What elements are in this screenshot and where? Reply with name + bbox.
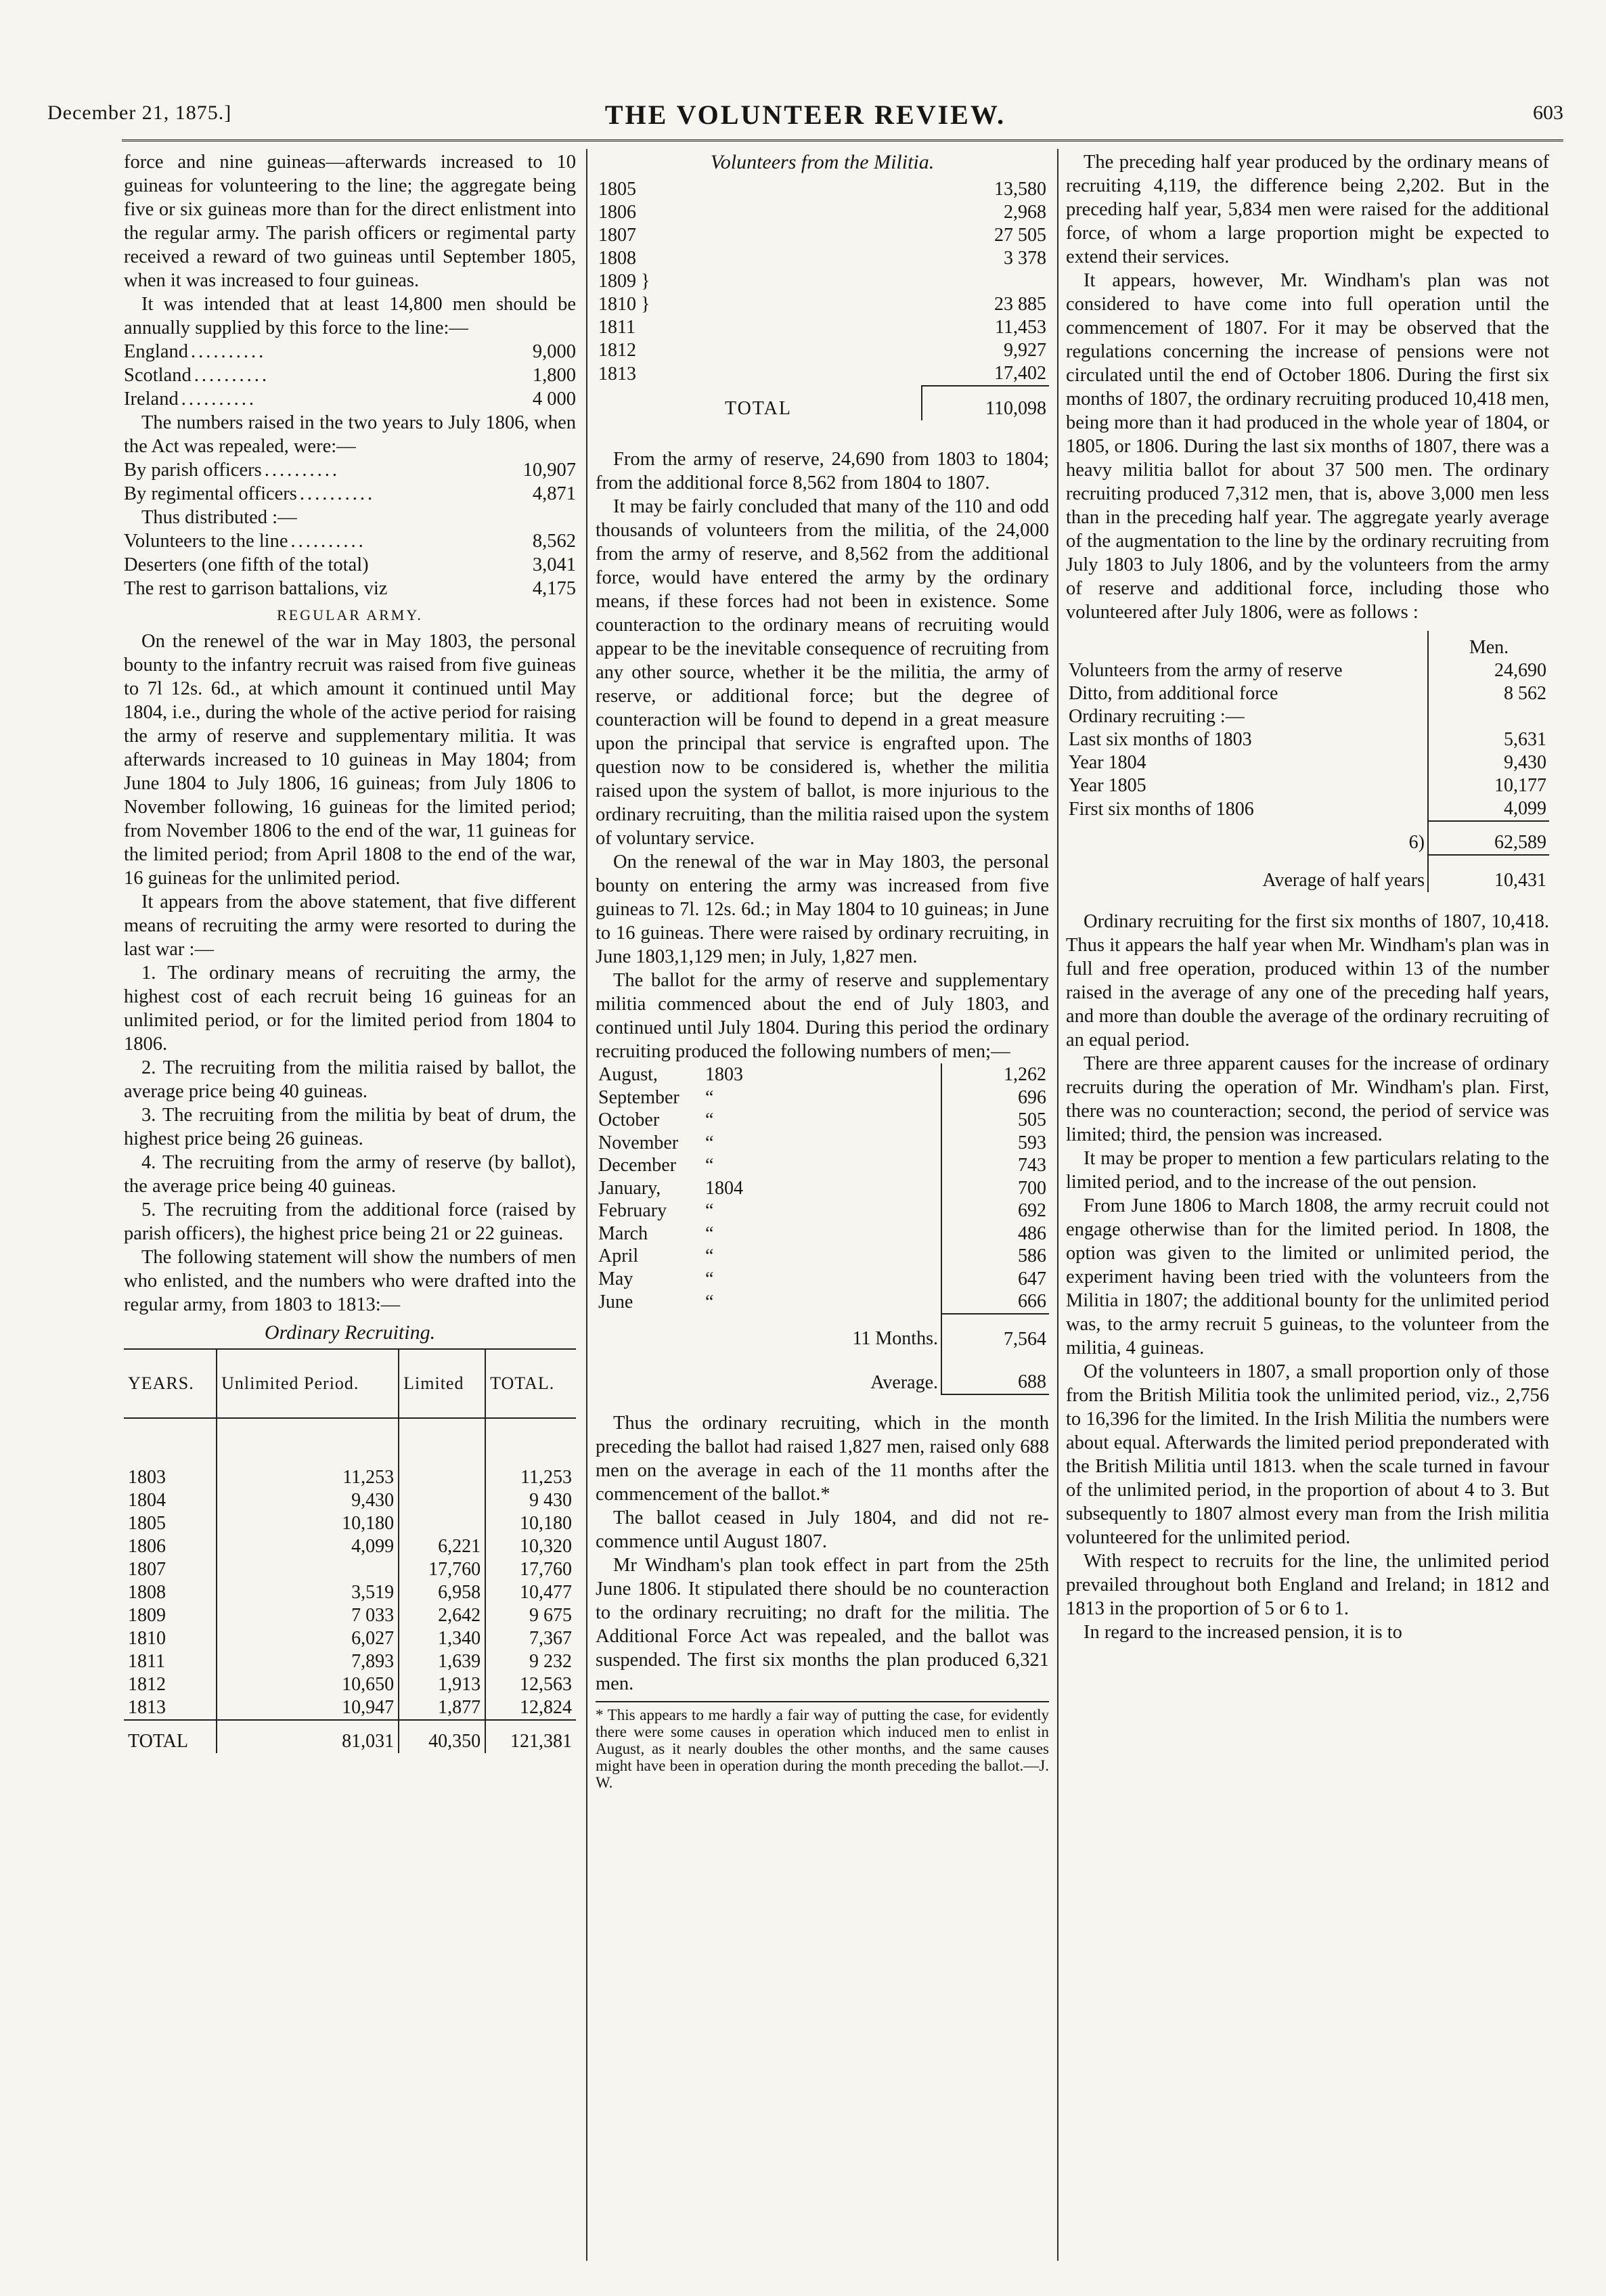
ordinary-recruiting-table bbox=[124, 1348, 576, 1753]
militia-row bbox=[596, 293, 1049, 316]
month-row bbox=[596, 1063, 1049, 1086]
men-label: Ordinary recruiting :— bbox=[1069, 706, 1245, 727]
men-average-value: 10,431 bbox=[1428, 855, 1549, 892]
year-cell: 1805 bbox=[128, 1513, 166, 1534]
quota-row: Ireland .......... 4 000 bbox=[124, 389, 576, 410]
col2-paragraph: The ballot ceased in July 1804, and did not re-commence until August 1807. bbox=[596, 1507, 1049, 1552]
month-year: “ bbox=[705, 1291, 714, 1312]
men-label: Ditto, from additional force bbox=[1069, 683, 1278, 704]
men-value bbox=[1428, 705, 1549, 728]
header-page-number: 603 bbox=[1533, 102, 1563, 124]
month-year: 1804 bbox=[705, 1177, 743, 1199]
unlimited-cell: 7 033 bbox=[217, 1604, 399, 1627]
militia-total-row bbox=[596, 386, 1049, 420]
header-rule bbox=[122, 139, 1563, 141]
col1-paragraph: The following statement will show the numbers of men who enlisted, and the numbers who were drafted into the regular army, from 1803 to 1813:— bbox=[124, 1247, 576, 1315]
column-3 bbox=[1066, 150, 1549, 1644]
distributed-value: 4,175 bbox=[532, 578, 576, 599]
men-row bbox=[1066, 751, 1549, 774]
col3-paragraph: The preceding half year produced by the ordinary means of recruiting 4,119, the difference being 2,202. But in the preceding half year, 5,834 men were raised for the additional force, of whom a large proportion might be expected to extend their services. bbox=[1066, 152, 1549, 267]
militia-volunteers-table bbox=[596, 178, 1049, 420]
militia-year: 1811 bbox=[598, 317, 635, 338]
col2-paragraph: The ballot for the army of reserve and supplementary militia commenced about the end of July 1803, and continued until July 1804. During this period the ordinary recruiting produced the following numbers of men;— bbox=[596, 970, 1049, 1062]
month-row bbox=[596, 1177, 1049, 1200]
month-value: 743 bbox=[941, 1154, 1049, 1177]
militia-value: 27 505 bbox=[994, 225, 1046, 246]
total-unlimited: 81,031 bbox=[217, 1720, 399, 1753]
year-cell: 1813 bbox=[128, 1697, 166, 1718]
men-value: 24,690 bbox=[1428, 659, 1549, 682]
month-name: May bbox=[598, 1268, 633, 1289]
militia-value: 17,402 bbox=[994, 363, 1046, 384]
total-label: TOTAL bbox=[128, 1731, 189, 1752]
militia-year: 1812 bbox=[598, 340, 636, 361]
men-label: Volunteers from the army of reserve bbox=[1069, 660, 1343, 681]
col1-paragraph: On the renewel of the war in May 1803, the personal bounty to the infantry recruit was raised from five guineas to 7l 12s. 6d., at which amount it continued until May 1804, i.e., during the whole of the active period for raising the army of reserve and supplementary militia. It was afterwards increased to 10 guineas in May 1804; from June 1804 to July 1806, 16 guineas; from July 1806 to November following, 16 guineas for the limited period; from November 1806 to the end of the war, 11 guineas for the limited period; from April 1808 to the end of the war, 16 guineas for the unlimited period. bbox=[124, 631, 576, 889]
limited-cell bbox=[399, 1466, 485, 1489]
men-value: 4,099 bbox=[1428, 797, 1549, 821]
col1-paragraph: 2. The recruiting from the militia raised by ballot, the average price being 40 guineas. bbox=[124, 1057, 576, 1102]
men-total-row bbox=[1066, 821, 1549, 855]
distributed-label-text: The rest to garrison battalions, viz bbox=[124, 578, 388, 599]
month-value: 486 bbox=[941, 1222, 1049, 1245]
unlimited-cell: 6,027 bbox=[217, 1627, 399, 1650]
year-cell: 1810 bbox=[128, 1628, 166, 1649]
quota-list bbox=[124, 340, 576, 411]
month-year: “ bbox=[705, 1109, 714, 1130]
month-value: 666 bbox=[941, 1290, 1049, 1314]
distributed-row: Volunteers to the line .......... 8,562 bbox=[124, 531, 576, 552]
col3-paragraph: From June 1806 to March 1808, the army recruit could not engage otherwise than for the limited period. In 1808, the option was given to the limited or unlimited period, the experiment having been tried with the volunteers from the Militia in 1807; the additional bounty for the unlimited period was, to the army recruit 5 guineas, to the volunteer from the militia, 4 guineas. bbox=[1066, 1195, 1549, 1359]
month-row bbox=[596, 1086, 1049, 1109]
total-cell: 17,760 bbox=[485, 1558, 576, 1581]
limited-cell: 2,642 bbox=[399, 1604, 485, 1627]
distributed-label-text: Volunteers to the line bbox=[124, 531, 288, 552]
month-value: 505 bbox=[941, 1109, 1049, 1132]
half-year-average-table bbox=[1066, 631, 1549, 892]
months-total-value: 7,564 bbox=[941, 1314, 1049, 1351]
raised-row: By regimental officers .......... 4,871 bbox=[124, 483, 576, 504]
col2-paragraph: On the renewal of the war in May 1803, the personal bounty on entering the army was increased from five guineas to 7l. 12s. 6d.; in May 1804 to 10 guineas; in June to 16 guineas. There were raised by ordinary recruiting, in June 1803,1,129 men; in July, 1,827 men. bbox=[596, 852, 1049, 967]
militia-value: 3 378 bbox=[1004, 248, 1046, 269]
militia-row bbox=[596, 224, 1049, 247]
months-average-value: 688 bbox=[941, 1350, 1049, 1394]
col1-paragraph: force and nine guineas—afterwards increased to 10 guineas for volunteering to the line; the aggregate being five or six guineas more than for the direct enlistment into the regular army. The parish officers or regimental party received a reward of two guineas until September 1805, when it was increased to four guineas. bbox=[124, 152, 576, 291]
total-cell: 10,477 bbox=[485, 1581, 576, 1604]
col2-paragraph: Mr Windham's plan took effect in part from the 25th June 1806. It stipulated there should be no counteraction to the ordinary recruiting; no draft for the militia. The Additional Force Act was repealed, and the ballot was suspended. The first six months the plan produced 6,321 men. bbox=[596, 1554, 1049, 1694]
unlimited-cell bbox=[217, 1558, 399, 1581]
months-average-label: Average. bbox=[870, 1371, 938, 1393]
distributed-label: Thus distributed :— bbox=[141, 507, 297, 528]
men-label: Last six months of 1803 bbox=[1069, 729, 1252, 750]
col1-paragraph: 3. The recruiting from the militia by beat of drum, the highest price being 26 guineas. bbox=[124, 1105, 576, 1149]
quota-label: Scotland bbox=[124, 365, 192, 386]
month-year: 1803 bbox=[705, 1064, 743, 1085]
unlimited-cell: 10,180 bbox=[217, 1512, 399, 1535]
quota-row: England .......... 9,000 bbox=[124, 341, 576, 362]
raised-value: 4,871 bbox=[532, 483, 576, 504]
men-label: First six months of 1806 bbox=[1069, 798, 1254, 820]
men-row bbox=[1066, 682, 1549, 705]
raised-label: By regimental officers bbox=[124, 483, 297, 504]
unlimited-cell: 11,253 bbox=[217, 1466, 399, 1489]
unlimited-cell: 9,430 bbox=[217, 1489, 399, 1512]
month-year: “ bbox=[705, 1086, 714, 1108]
month-name: April bbox=[598, 1245, 639, 1266]
limited-cell: 17,760 bbox=[399, 1558, 485, 1581]
month-name: June bbox=[598, 1291, 633, 1312]
men-label: Year 1804 bbox=[1069, 752, 1146, 773]
month-row bbox=[596, 1222, 1049, 1245]
column-2 bbox=[596, 150, 1049, 1791]
ordinary-recruiting-row bbox=[124, 1558, 576, 1581]
months-average-row bbox=[596, 1350, 1049, 1394]
month-row bbox=[596, 1132, 1049, 1155]
distributed-row bbox=[124, 577, 576, 600]
militia-row bbox=[596, 201, 1049, 224]
month-year: “ bbox=[705, 1132, 714, 1153]
limited-cell: 1,877 bbox=[399, 1696, 485, 1720]
month-name: January, bbox=[598, 1177, 661, 1199]
th-unlimited: Unlimited Period. bbox=[217, 1349, 399, 1418]
total-limited: 40,350 bbox=[399, 1720, 485, 1753]
col3-paragraph: It appears, however, Mr. Windham's plan was not considered to have come into full operation until the commencement of 1807. For it may be observed that the regulations concerning the increase of pensions were not circulated until the end of October 1806. During the first six months of 1807, the ordinary recruiting produced 10,418 men, being more than it had produced in the whole year of 1804, or 1805, or 1806. During the last six months of 1807, there was a heavy militia ballot for about 37 500 men. The ordinary recruiting produced 7,312 men, that is, above 3,000 men less than in the preceding half year. The aggregate yearly average of the augmentation to the line by the ordinary recruiting from July 1803 to July 1806, and by the volunteers from the army of reserve and additional force, including those who volunteered after July 1806, were as follows : bbox=[1066, 270, 1549, 623]
quota-value: 4 000 bbox=[532, 389, 576, 410]
militia-value: 23 885 bbox=[994, 294, 1046, 315]
men-row bbox=[1066, 659, 1549, 682]
year-cell: 1812 bbox=[128, 1674, 166, 1695]
column-divider-2 bbox=[1057, 149, 1058, 2261]
month-value: 586 bbox=[941, 1245, 1049, 1268]
ordinary-recruiting-row bbox=[124, 1696, 576, 1720]
col1-paragraph: 1. The ordinary means of recruiting the army, the highest cost of each recruit being 16 guineas for an unlimited period, or for the limited period from 1804 to 1806. bbox=[124, 963, 576, 1055]
quota-value: 1,800 bbox=[532, 365, 576, 386]
month-name: February bbox=[598, 1200, 667, 1221]
ordinary-recruiting-row bbox=[124, 1650, 576, 1673]
total-cell: 9 232 bbox=[485, 1650, 576, 1673]
col1-paragraph: The numbers raised in the two years to July 1806, when the Act was repealed, were:— bbox=[124, 412, 576, 457]
ordinary-recruiting-row bbox=[124, 1581, 576, 1604]
month-row bbox=[596, 1290, 1049, 1314]
men-value: 8 562 bbox=[1428, 682, 1549, 705]
month-year: “ bbox=[705, 1245, 714, 1266]
militia-year: 1808 bbox=[598, 248, 636, 269]
month-name: August, bbox=[598, 1064, 658, 1085]
militia-row bbox=[596, 178, 1049, 201]
year-cell: 1811 bbox=[128, 1651, 165, 1672]
total-cell: 10,320 bbox=[485, 1535, 576, 1558]
militia-total-value: 110,098 bbox=[922, 386, 1049, 420]
header-title: THE VOLUNTEER REVIEW. bbox=[604, 100, 1006, 130]
militia-year: 1807 bbox=[598, 225, 636, 246]
raised-value: 10,907 bbox=[522, 460, 576, 481]
unlimited-cell: 10,947 bbox=[217, 1696, 399, 1720]
men-total-label: 6) bbox=[1408, 832, 1425, 853]
ordinary-recruiting-row bbox=[124, 1627, 576, 1650]
unlimited-cell: 3,519 bbox=[217, 1581, 399, 1604]
year-cell: 1804 bbox=[128, 1490, 166, 1511]
ordinary-recruiting-row bbox=[124, 1604, 576, 1627]
limited-cell bbox=[399, 1489, 485, 1512]
months-total-row bbox=[596, 1314, 1049, 1351]
limited-cell: 1,639 bbox=[399, 1650, 485, 1673]
month-row bbox=[596, 1154, 1049, 1177]
month-value: 696 bbox=[941, 1086, 1049, 1109]
ordinary-recruiting-row bbox=[124, 1466, 576, 1489]
year-cell: 1807 bbox=[128, 1559, 166, 1580]
militia-row bbox=[596, 316, 1049, 339]
year-cell: 1806 bbox=[128, 1536, 166, 1557]
th-years: YEARS. bbox=[128, 1373, 194, 1393]
month-value: 692 bbox=[941, 1199, 1049, 1222]
militia-year: 1813 bbox=[598, 363, 636, 384]
page-header bbox=[47, 102, 1563, 139]
footnote: * This appears to me hardly a fair way of putting the case, for evidently there were some causes in operation which induced men to enlist in August, as it nearly doubles the other months, and the same causes might have been in operation during the month preceding the ballot.—J. W. bbox=[596, 1701, 1049, 1791]
men-value: 5,631 bbox=[1428, 728, 1549, 751]
th-limited: Limited bbox=[399, 1349, 485, 1418]
col3-paragraph: Of the volunteers in 1807, a small proportion only of those from the British Militia took the unlimited period, viz., 2,756 to 16,396 for the limited. In the Irish Militia the numbers were about equal. Afterwards the limited period preponderated with the British Militia until 1813. when the scale turned in favour of the unlimited period, in the proportion of about 4 to 3. But subsequently to 1807 almost every man from the Irish militia volunteered for the unlimited period. bbox=[1066, 1361, 1549, 1548]
distributed-row bbox=[124, 553, 576, 577]
limited-cell: 6,958 bbox=[399, 1581, 485, 1604]
month-value: 1,262 bbox=[941, 1063, 1049, 1086]
men-header: Men. bbox=[1428, 631, 1549, 659]
distributed-label-text: Deserters (one fifth of the total) bbox=[124, 554, 369, 575]
year-cell: 1803 bbox=[128, 1467, 166, 1488]
militia-value: 2,968 bbox=[1004, 202, 1046, 223]
limited-cell bbox=[399, 1512, 485, 1535]
month-year: “ bbox=[705, 1222, 714, 1244]
quota-label: England bbox=[124, 341, 188, 362]
month-row bbox=[596, 1268, 1049, 1291]
militia-volunteers-title: Volunteers from the Militia. bbox=[710, 151, 935, 173]
month-year: “ bbox=[705, 1268, 714, 1289]
col3-paragraph: It may be proper to mention a few particulars relating to the limited period, and to the increase of the out pension. bbox=[1066, 1148, 1549, 1193]
col2-paragraph: It may be fairly concluded that many of the 110 and odd thousands of volunteers from the militia, of the 24,000 from the army of reserve, and 8,562 from the additional force, would have entered the army by the ordinary means, if these forces had not been in existence. Some counteraction to the ordinary means of recruiting would appear to be the inevitable consequence of recruiting from any other source, whether it be the militia, the army of reserve, or additional force; but the degree of counteraction will be found to depend in a great measure upon the principal that service is engrafted upon. The question now to be considered is, whether the militia raised upon the system of ballot, is more injurious to the ordinary recruiting, than the militia raised upon the system of voluntary service. bbox=[596, 496, 1049, 849]
ordinary-recruiting-row bbox=[124, 1673, 576, 1696]
men-average-row bbox=[1066, 855, 1549, 892]
militia-value: 11,453 bbox=[995, 317, 1046, 338]
total-cell: 11,253 bbox=[485, 1466, 576, 1489]
col3-paragraph: Ordinary recruiting for the first six months of 1807, 10,418. Thus it appears the half year when Mr. Windham's plan was in full and free operation, produced within 13 of the number raised in the average of any one of the preceding half years, and more than double the average of the ordinary recruiting of an equal period. bbox=[1066, 911, 1549, 1051]
men-row bbox=[1066, 774, 1549, 797]
column-divider-1 bbox=[586, 149, 587, 2261]
men-value: 9,430 bbox=[1428, 751, 1549, 774]
col1-paragraph: It appears from the above statement, that five different means of recruiting the army were resorted to during the last war :— bbox=[124, 891, 576, 960]
months-total-label: 11 Months. bbox=[852, 1328, 938, 1349]
men-row bbox=[1066, 728, 1549, 751]
militia-total-label: TOTAL bbox=[724, 397, 792, 419]
raised-label: By parish officers bbox=[124, 460, 262, 481]
col3-paragraph: In regard to the increased pension, it is to bbox=[1084, 1622, 1402, 1643]
limited-cell: 1,913 bbox=[399, 1673, 485, 1696]
men-label: Year 1805 bbox=[1069, 775, 1146, 796]
ordinary-recruiting-row bbox=[124, 1489, 576, 1512]
unlimited-cell: 7,893 bbox=[217, 1650, 399, 1673]
militia-row bbox=[596, 247, 1049, 270]
militia-row bbox=[596, 270, 1049, 293]
col2-paragraph: From the army of reserve, 24,690 from 1803 to 1804; from the additional force 8,562 from 1804 to 1807. bbox=[596, 449, 1049, 493]
ordinary-recruiting-row bbox=[124, 1512, 576, 1535]
month-year: “ bbox=[705, 1155, 714, 1176]
militia-value: 9,927 bbox=[1004, 340, 1046, 361]
month-row bbox=[596, 1245, 1049, 1268]
month-name: September bbox=[598, 1086, 679, 1108]
total-cell: 9 430 bbox=[485, 1489, 576, 1512]
total-cell: 12,824 bbox=[485, 1696, 576, 1720]
col1-paragraph: It was intended that at least 14,800 men should be annually supplied by this force to the line:— bbox=[124, 294, 576, 338]
quota-label: Ireland bbox=[124, 389, 179, 410]
men-value: 10,177 bbox=[1428, 774, 1549, 797]
militia-row bbox=[596, 339, 1049, 362]
month-row bbox=[596, 1109, 1049, 1132]
militia-year: 1809 } bbox=[598, 271, 650, 292]
total-total: 121,381 bbox=[485, 1720, 576, 1753]
col1-paragraph: 5. The recruiting from the additional force (raised by parish officers), the highest price being 21 or 22 guineas. bbox=[124, 1199, 576, 1244]
quota-value: 9,000 bbox=[532, 341, 576, 362]
raised-row: By parish officers .......... 10,907 bbox=[124, 460, 576, 481]
men-row bbox=[1066, 705, 1549, 728]
men-row bbox=[1066, 797, 1549, 821]
men-total-value: 62,589 bbox=[1428, 821, 1549, 855]
ordinary-recruiting-row bbox=[124, 1535, 576, 1558]
total-cell: 7,367 bbox=[485, 1627, 576, 1650]
ordinary-total-row bbox=[124, 1720, 576, 1753]
militia-year: 1805 bbox=[598, 179, 636, 200]
distributed-value: 8,562 bbox=[532, 531, 576, 552]
year-cell: 1809 bbox=[128, 1605, 166, 1626]
ordinary-recruiting-title: Ordinary Recruiting. bbox=[264, 1321, 436, 1344]
unlimited-cell: 4,099 bbox=[217, 1535, 399, 1558]
month-value: 647 bbox=[941, 1268, 1049, 1291]
col3-paragraph: There are three apparent causes for the increase of ordinary recruits during the operation of Mr. Windham's plan. First, there was no counteraction; second, the period of service was limited; third, the pension was increased. bbox=[1066, 1053, 1549, 1145]
monthly-recruiting-table bbox=[596, 1063, 1049, 1395]
militia-row bbox=[596, 362, 1049, 386]
distributed-value: 3,041 bbox=[532, 554, 576, 575]
militia-value bbox=[922, 270, 1049, 293]
limited-cell: 1,340 bbox=[399, 1627, 485, 1650]
militia-year: 1806 bbox=[598, 202, 636, 223]
month-row bbox=[596, 1199, 1049, 1222]
month-name: December bbox=[598, 1155, 677, 1176]
year-cell: 1808 bbox=[128, 1582, 166, 1603]
men-average-label: Average of half years bbox=[1262, 869, 1425, 891]
month-name: March bbox=[598, 1222, 648, 1244]
unlimited-cell: 10,650 bbox=[217, 1673, 399, 1696]
militia-year: 1810 } bbox=[598, 294, 650, 315]
col2-paragraph: Thus the ordinary recruiting, which in the month preceding the ballot had raised 1,827 men, raised only 688 men on the average in each of the 11 months after the commencement of the ballot.* bbox=[596, 1412, 1049, 1505]
month-value: 593 bbox=[941, 1132, 1049, 1155]
month-year: “ bbox=[705, 1200, 714, 1221]
month-value: 700 bbox=[941, 1177, 1049, 1200]
month-name: November bbox=[598, 1132, 679, 1153]
militia-value: 13,580 bbox=[994, 179, 1046, 200]
column-1 bbox=[124, 150, 576, 1753]
month-name: October bbox=[598, 1109, 660, 1130]
total-cell: 9 675 bbox=[485, 1604, 576, 1627]
header-date: December 21, 1875.] bbox=[47, 102, 232, 124]
section-heading: REGULAR ARMY. bbox=[277, 606, 423, 623]
col3-paragraph: With respect to recruits for the line, the unlimited period prevailed throughout both England and Ireland; in 1812 and 1813 in the proportion of 5 or 6 to 1. bbox=[1066, 1551, 1549, 1619]
th-total: TOTAL. bbox=[485, 1349, 576, 1418]
total-cell: 10,180 bbox=[485, 1512, 576, 1535]
total-cell: 12,563 bbox=[485, 1673, 576, 1696]
col1-paragraph: 4. The recruiting from the army of reserve (by ballot), the average price being 40 guineas. bbox=[124, 1152, 576, 1197]
limited-cell: 6,221 bbox=[399, 1535, 485, 1558]
quota-row: Scotland .......... 1,800 bbox=[124, 365, 576, 386]
